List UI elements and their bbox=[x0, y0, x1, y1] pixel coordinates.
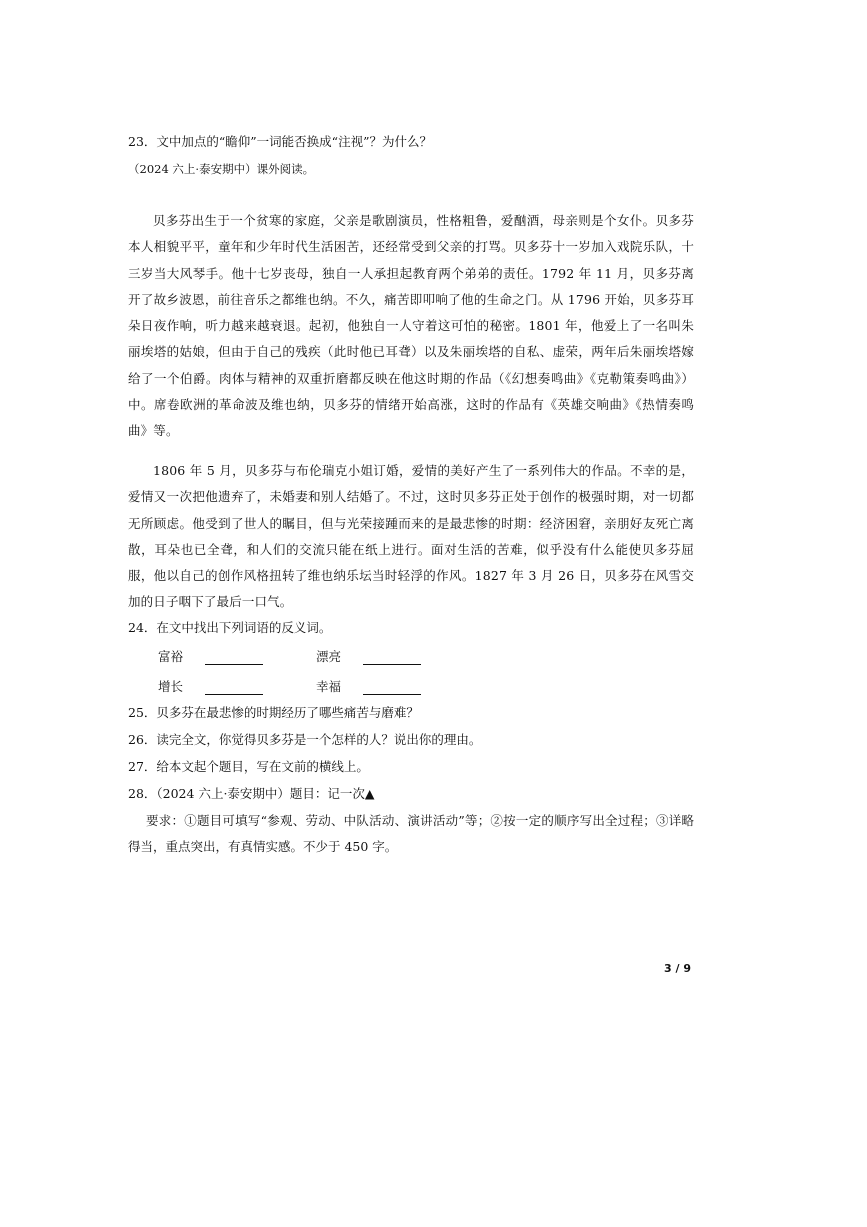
antonym-item bbox=[158, 679, 263, 695]
passage-paragraph-2: 1806 年 5 月，贝多芬与布伦瑞克小姐订婚，爱情的美好产生了一系列伟大的作品。不幸的是，爱情又一次把他遗弃了，未婚妻和别人结婚了。不过，这时贝多芬正处于创作的极强时期，对一切都无所顾虑。他受到了世人的瞩目，但与光荣接踵而来的是最悲惨的时期：经济困窘，亲朋好友死亡离散，耳朵也已全聋，和人们的交流只能在纸上进行。面对生活的苦难，似乎没有什么能使贝多芬屈服，他以自己的创作风格扭转了维也纳乐坛当时轻浮的作风。1827 年 3 月 26 日，贝多芬在风雪交加的日子咽下了最后一口气。 bbox=[128, 463, 694, 610]
antonym-word: 幸福 bbox=[316, 679, 342, 694]
antonym-item bbox=[158, 649, 263, 665]
answer-blank[interactable] bbox=[363, 652, 421, 665]
question-24: 24．在文中找出下列词语的反义词。 bbox=[128, 620, 332, 635]
writing-requirement: 要求：①题目可填写“参观、劳动、中队活动、演讲活动”等；②按一定的顺序写出全过程；③详略得当，重点突出，有真情实感。不少于 450 字。 bbox=[128, 813, 694, 854]
answer-blank[interactable] bbox=[205, 682, 263, 695]
antonym-item bbox=[316, 679, 421, 695]
question-25: 25．贝多芬在最悲惨的时期经历了哪些痛苦与磨难？ bbox=[128, 705, 419, 720]
answer-blank[interactable] bbox=[205, 652, 263, 665]
question-23: 23．文中加点的“瞻仰”一词能否换成“注视”？为什么？ bbox=[128, 134, 432, 149]
antonym-item bbox=[316, 649, 421, 665]
antonym-word: 增长 bbox=[158, 679, 184, 694]
page-number: 3 / 9 bbox=[664, 962, 691, 975]
question-28: 28．（2024 六上·泰安期中）题目：记一次▲ bbox=[128, 786, 375, 801]
antonym-word: 漂亮 bbox=[316, 649, 342, 664]
question-26: 26．读完全文，你觉得贝多芬是一个怎样的人？说出你的理由。 bbox=[128, 732, 482, 747]
antonym-word: 富裕 bbox=[158, 649, 184, 664]
answer-blank[interactable] bbox=[363, 682, 421, 695]
passage-paragraph-1: 贝多芬出生于一个贫寒的家庭，父亲是歌剧演员，性格粗鲁，爱酗酒，母亲则是个女仆。贝多芬本人相貌平平，童年和少年时代生活困苦，还经常受到父亲的打骂。贝多芬十一岁加入戏院乐队，十三岁当大风琴手。他十七岁丧母，独自一人承担起教育两个弟弟的责任。1792 年 11 月，贝多芬离开了故乡波恩，前往音乐之都维也纳。不久，痛苦即叩响了他的生命之门。从 1796 开始，贝多芬耳朵日夜作响，听力越来越衰退。起初，他独自一人守着这可怕的秘密。1801 年，他爱上了一名叫朱丽埃塔的姑娘，但由于自己的残疾（此时他已耳聋）以及朱丽埃塔的自私、虚荣，两年后朱丽埃塔嫁给了一个伯爵。肉体与精神的双重折磨都反映在他这时期的作品（《幻想奏鸣曲》《克勒策奏鸣曲》）中。席卷欧洲的革命波及维也纳，贝多芬的情绪开始高涨，这时的作品有《英雄交响曲》《热情奏鸣曲》等。 bbox=[128, 213, 694, 439]
question-27: 27．给本文起个题目，写在文前的横线上。 bbox=[128, 759, 369, 774]
reading-source: （2024 六上·泰安期中）课外阅读。 bbox=[128, 162, 315, 176]
